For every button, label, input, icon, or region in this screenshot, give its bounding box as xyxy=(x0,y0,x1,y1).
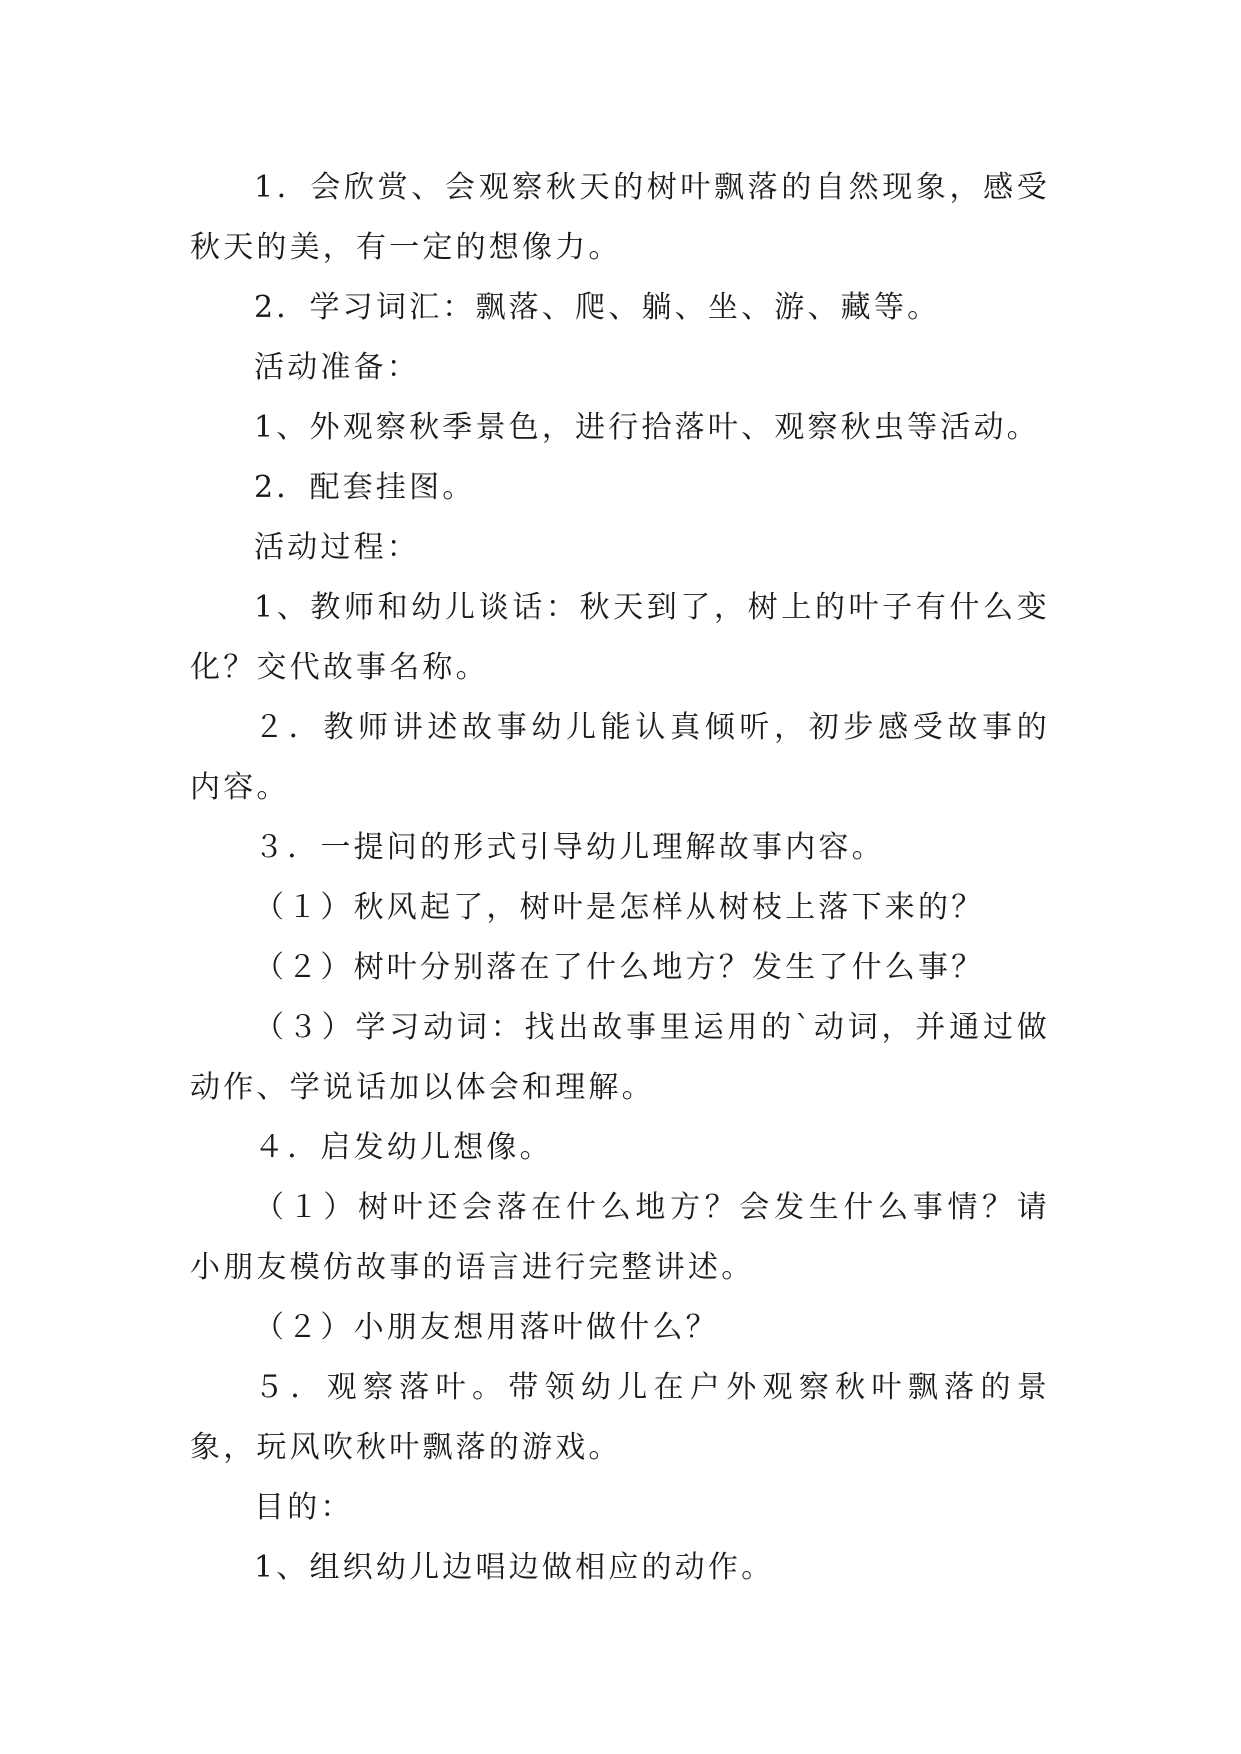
paragraph-preparation-2: 2．配套挂图。 xyxy=(254,470,476,505)
paragraph-preparation-1: 1、外观察秋季景色，进行拾落叶、观察秋虫等活动。 xyxy=(254,410,1040,445)
paragraph-process-1: 1、教师和幼儿谈话：秋天到了，树上的叶子有什么变化？交代故事名称。 xyxy=(190,590,1050,685)
heading-preparation: 活动准备： xyxy=(254,350,420,385)
heading-purpose: 目的： xyxy=(254,1490,354,1525)
heading-process: 活动过程： xyxy=(254,530,420,565)
document-body xyxy=(190,158,1050,1598)
paragraph-goal-2: 2．学习词汇：飘落、爬、躺、坐、游、藏等。 xyxy=(254,290,941,325)
paragraph-process-5: ５．观察落叶。带领幼儿在户外观察秋叶飘落的景象，玩风吹秋叶飘落的游戏。 xyxy=(190,1370,1050,1465)
paragraph-process-2: ２．教师讲述故事幼儿能认真倾听，初步感受故事的内容。 xyxy=(190,710,1050,805)
paragraph-question-2: （２）树叶分别落在了什么地方？发生了什么事？ xyxy=(254,950,985,985)
paragraph-process-3: ３．一提问的形式引导幼儿理解故事内容。 xyxy=(254,830,885,865)
paragraph-question-1: （１）秋风起了，树叶是怎样从树枝上落下来的？ xyxy=(254,890,985,925)
paragraph-imagine-1: （１）树叶还会落在什么地方？会发生什么事情？请小朋友模仿故事的语言进行完整讲述。 xyxy=(190,1190,1050,1285)
paragraph-goal-1: 1．会欣赏、会观察秋天的树叶飘落的自然现象，感受秋天的美，有一定的想像力。 xyxy=(190,170,1050,265)
paragraph-imagine-2: （２）小朋友想用落叶做什么？ xyxy=(254,1310,719,1345)
paragraph-process-4: ４．启发幼儿想像。 xyxy=(254,1130,553,1165)
paragraph-purpose-1: 1、组织幼儿边唱边做相应的动作。 xyxy=(254,1550,775,1585)
paragraph-question-3: （３）学习动词：找出故事里运用的`动词，并通过做动作、学说话加以体会和理解。 xyxy=(190,1010,1050,1105)
